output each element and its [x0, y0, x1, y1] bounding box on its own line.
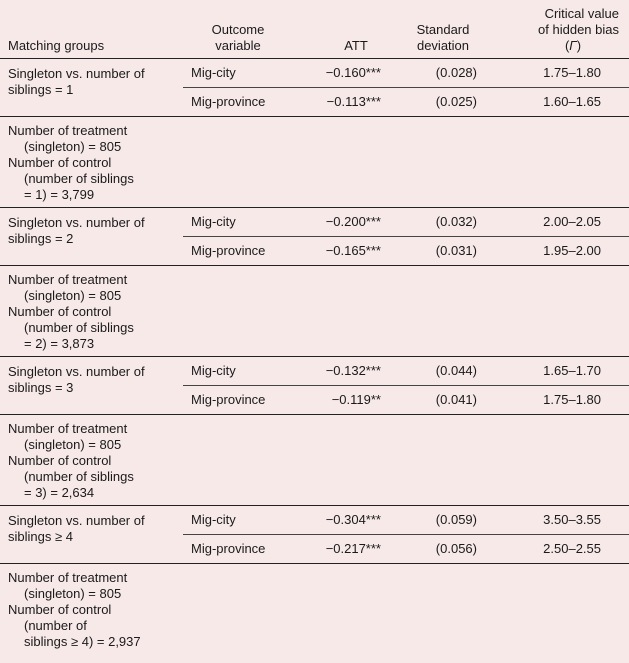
- treatment-control-counts: [0, 564, 183, 655]
- count-line: (number of siblings: [24, 469, 134, 484]
- count-line: Number of treatment: [8, 570, 128, 585]
- critical-value-cell: 1.65–1.70: [489, 357, 629, 386]
- count-line: (singleton) = 805: [24, 288, 122, 303]
- table-row: [0, 59, 629, 88]
- empty-cell: [489, 415, 629, 506]
- empty-cell: [293, 266, 397, 357]
- counts-row: [0, 564, 629, 655]
- outcome-cell: Mig-city: [183, 357, 293, 386]
- header-standard-deviation: Standard deviation: [397, 0, 489, 59]
- att-cell: −0.217***: [293, 535, 397, 564]
- empty-cell: [293, 415, 397, 506]
- group-label-line: siblings = 3: [8, 380, 74, 395]
- treatment-control-counts: [0, 415, 183, 506]
- matching-group-label: [0, 506, 183, 564]
- att-cell: −0.132***: [293, 357, 397, 386]
- empty-cell: [397, 117, 489, 208]
- att-cell: −0.113***: [293, 88, 397, 117]
- outcome-cell: Mig-city: [183, 506, 293, 535]
- count-line: = 2) = 3,873: [24, 336, 95, 351]
- empty-cell: [183, 117, 293, 208]
- att-cell: −0.160***: [293, 59, 397, 88]
- critical-value-cell: 2.50–2.55: [489, 535, 629, 564]
- header-att: ATT: [293, 0, 397, 59]
- outcome-cell: Mig-province: [183, 535, 293, 564]
- outcome-cell: Mig-province: [183, 386, 293, 415]
- empty-cell: [489, 564, 629, 655]
- sd-cell: (0.059): [397, 506, 489, 535]
- critical-value-cell: 2.00–2.05: [489, 208, 629, 237]
- sd-cell: (0.044): [397, 357, 489, 386]
- count-line: Number of treatment: [8, 421, 128, 436]
- sd-cell: (0.028): [397, 59, 489, 88]
- empty-cell: [489, 117, 629, 208]
- critical-value-cell: 1.60–1.65: [489, 88, 629, 117]
- group-label-line: Singleton vs. number of: [8, 513, 145, 528]
- critical-value-cell: 1.95–2.00: [489, 237, 629, 266]
- sd-cell: (0.041): [397, 386, 489, 415]
- count-line: (singleton) = 805: [24, 139, 122, 154]
- count-line: (number of: [24, 618, 87, 633]
- count-line: (number of siblings: [24, 320, 134, 335]
- group-label-line: siblings = 1: [8, 82, 74, 97]
- matching-group-label: [0, 357, 183, 415]
- sd-cell: (0.056): [397, 535, 489, 564]
- count-line: (singleton) = 805: [24, 437, 122, 452]
- att-cell: −0.119**: [293, 386, 397, 415]
- att-cell: −0.304***: [293, 506, 397, 535]
- critical-value-cell: 1.75–1.80: [489, 59, 629, 88]
- att-cell: −0.200***: [293, 208, 397, 237]
- group-label-line: Singleton vs. number of: [8, 66, 145, 81]
- table-row: [0, 357, 629, 386]
- matching-group-label: [0, 208, 183, 266]
- group-label-line: siblings ≥ 4: [8, 529, 73, 544]
- counts-row: [0, 415, 629, 506]
- count-line: Number of treatment: [8, 123, 128, 138]
- outcome-cell: Mig-city: [183, 59, 293, 88]
- sd-cell: (0.032): [397, 208, 489, 237]
- header-critical-value: Critical value of hidden bias (Γ): [489, 0, 629, 59]
- empty-cell: [183, 564, 293, 655]
- empty-cell: [397, 266, 489, 357]
- header-row: [0, 0, 629, 59]
- empty-cell: [183, 266, 293, 357]
- empty-cell: [293, 564, 397, 655]
- sd-cell: (0.025): [397, 88, 489, 117]
- sd-cell: (0.031): [397, 237, 489, 266]
- critical-value-cell: 1.75–1.80: [489, 386, 629, 415]
- count-line: Number of control: [8, 602, 112, 617]
- count-line: = 3) = 2,634: [24, 485, 95, 500]
- empty-cell: [397, 415, 489, 506]
- table-row: [0, 506, 629, 535]
- count-line: Number of control: [8, 155, 112, 170]
- header-matching-groups: Matching groups: [0, 0, 183, 59]
- critical-value-cell: 3.50–3.55: [489, 506, 629, 535]
- empty-cell: [293, 117, 397, 208]
- counts-row: [0, 266, 629, 357]
- count-line: (number of siblings: [24, 171, 134, 186]
- count-line: Number of treatment: [8, 272, 128, 287]
- count-line: (singleton) = 805: [24, 586, 122, 601]
- header-outcome-variable: Outcome variable: [183, 0, 293, 59]
- empty-cell: [183, 415, 293, 506]
- outcome-cell: Mig-province: [183, 237, 293, 266]
- group-label-line: Singleton vs. number of: [8, 215, 145, 230]
- matching-group-label: [0, 59, 183, 117]
- count-line: = 1) = 3,799: [24, 187, 95, 202]
- treatment-control-counts: [0, 266, 183, 357]
- att-cell: −0.165***: [293, 237, 397, 266]
- outcome-cell: Mig-province: [183, 88, 293, 117]
- count-line: siblings ≥ 4) = 2,937: [24, 634, 141, 649]
- empty-cell: [397, 564, 489, 655]
- group-label-line: Singleton vs. number of: [8, 364, 145, 379]
- count-line: Number of control: [8, 453, 112, 468]
- counts-row: [0, 117, 629, 208]
- empty-cell: [489, 266, 629, 357]
- outcome-cell: Mig-city: [183, 208, 293, 237]
- treatment-control-counts: [0, 117, 183, 208]
- table-row: [0, 208, 629, 237]
- group-label-line: siblings = 2: [8, 231, 74, 246]
- count-line: Number of control: [8, 304, 112, 319]
